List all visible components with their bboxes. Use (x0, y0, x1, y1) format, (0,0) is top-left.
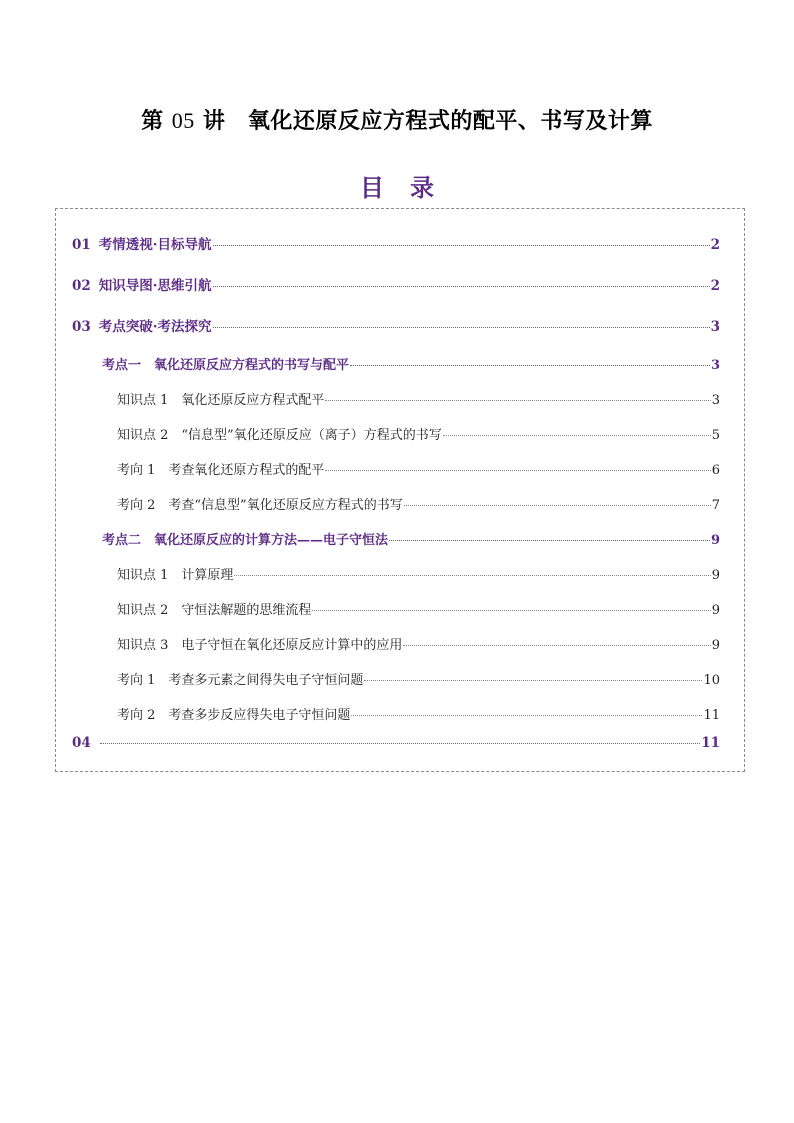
toc-entry-zhishidian-2[interactable] (117, 424, 720, 443)
leader-dots (350, 364, 710, 366)
leader-dots (213, 244, 710, 246)
toc-entry-02[interactable] (72, 274, 720, 294)
toc-entry-page: 9 (711, 638, 720, 653)
toc-entry-number: 02 (72, 278, 91, 294)
toc-entry-label: 考点一 氧化还原反应方程式的书写与配平 (102, 358, 350, 373)
toc-entry-01[interactable] (72, 233, 720, 253)
toc-entry-kaodian-2[interactable] (102, 529, 720, 548)
leader-dots (403, 644, 710, 646)
title-number: 05 (171, 108, 195, 133)
toc-entry-label: 考向 1 考查多元素之间得失电子守恒问题 (117, 673, 364, 688)
leader-dots (234, 574, 710, 576)
toc-entry-label: 考向 1 考查氧化还原方程式的配平 (117, 463, 325, 478)
leader-dots (213, 326, 710, 328)
toc-entry-label: 考向 2 考查“信息型”氧化还原反应方程式的书写 (117, 498, 403, 513)
toc-entry-page: 11 (703, 708, 720, 723)
toc-entry-zhishidian-1b[interactable] (117, 564, 720, 583)
leader-dots (404, 504, 711, 506)
toc-heading: 目录 (360, 174, 460, 202)
toc-entry-zhishidian-1[interactable] (117, 389, 720, 408)
toc-entry-label: 考点突破·考法探究 (98, 319, 212, 335)
toc-entry-kaoxiang-1b[interactable] (117, 669, 720, 688)
toc-entry-page: 6 (711, 463, 720, 478)
toc-entry-label: 考向 2 考查多步反应得失电子守恒问题 (117, 708, 351, 723)
toc-entry-label: 知识点 3 电子守恒在氧化还原反应计算中的应用 (117, 638, 403, 653)
title-suffix: 讲 氧化还原反应方程式的配平、书写及计算 (202, 109, 653, 134)
toc-entry-page: 7 (711, 498, 720, 513)
toc-entry-page: 3 (710, 319, 720, 335)
toc-entry-page: 9 (711, 603, 720, 618)
toc-entry-kaoxiang-2b[interactable] (117, 704, 720, 723)
leader-dots (325, 469, 710, 471)
leader-dots (100, 742, 700, 744)
leader-dots (389, 539, 710, 541)
title-prefix: 第 (141, 109, 164, 134)
leader-dots (312, 609, 710, 611)
toc-entry-kaodian-1[interactable] (102, 354, 720, 373)
leader-dots (443, 434, 711, 436)
toc-entry-page: 3 (711, 393, 720, 408)
toc-entry-label: 知识点 2 守恒法解题的思维流程 (117, 603, 312, 618)
toc-entry-zhishidian-2b[interactable] (117, 599, 720, 618)
toc-entry-number: 04 (72, 735, 91, 751)
document-title (0, 104, 794, 135)
toc-entry-page: 5 (711, 428, 720, 443)
toc-entry-page: 3 (710, 358, 720, 373)
toc-entry-03[interactable] (72, 315, 720, 335)
toc-entry-label: 知识点 2 “信息型”氧化还原反应（离子）方程式的书写 (117, 428, 442, 443)
toc-entry-page: 2 (710, 278, 720, 294)
toc-entry-04[interactable] (72, 735, 720, 751)
toc-entry-page: 11 (701, 735, 720, 751)
toc-entry-page: 2 (710, 237, 720, 253)
toc-entry-label: 考情透视·目标导航 (98, 237, 212, 253)
toc-entry-kaoxiang-1[interactable] (117, 459, 720, 478)
toc-entry-label: 知识导图·思维引航 (98, 278, 212, 294)
toc-entry-label: 考点二 氧化还原反应的计算方法——电子守恒法 (102, 533, 389, 548)
leader-dots (213, 285, 710, 287)
toc-entry-label: 知识点 1 计算原理 (117, 568, 234, 583)
toc-entry-label: 知识点 1 氧化还原反应方程式配平 (117, 393, 325, 408)
toc-entry-page: 9 (711, 568, 720, 583)
leader-dots (351, 714, 702, 716)
leader-dots (364, 679, 702, 681)
toc-entry-number: 01 (72, 237, 91, 253)
toc-entry-number: 03 (72, 319, 91, 335)
toc-entry-page: 9 (710, 533, 720, 548)
leader-dots (325, 399, 710, 401)
toc-entry-page: 10 (703, 673, 720, 688)
toc-entry-kaoxiang-2[interactable] (117, 494, 720, 513)
toc-entry-zhishidian-3b[interactable] (117, 634, 720, 653)
